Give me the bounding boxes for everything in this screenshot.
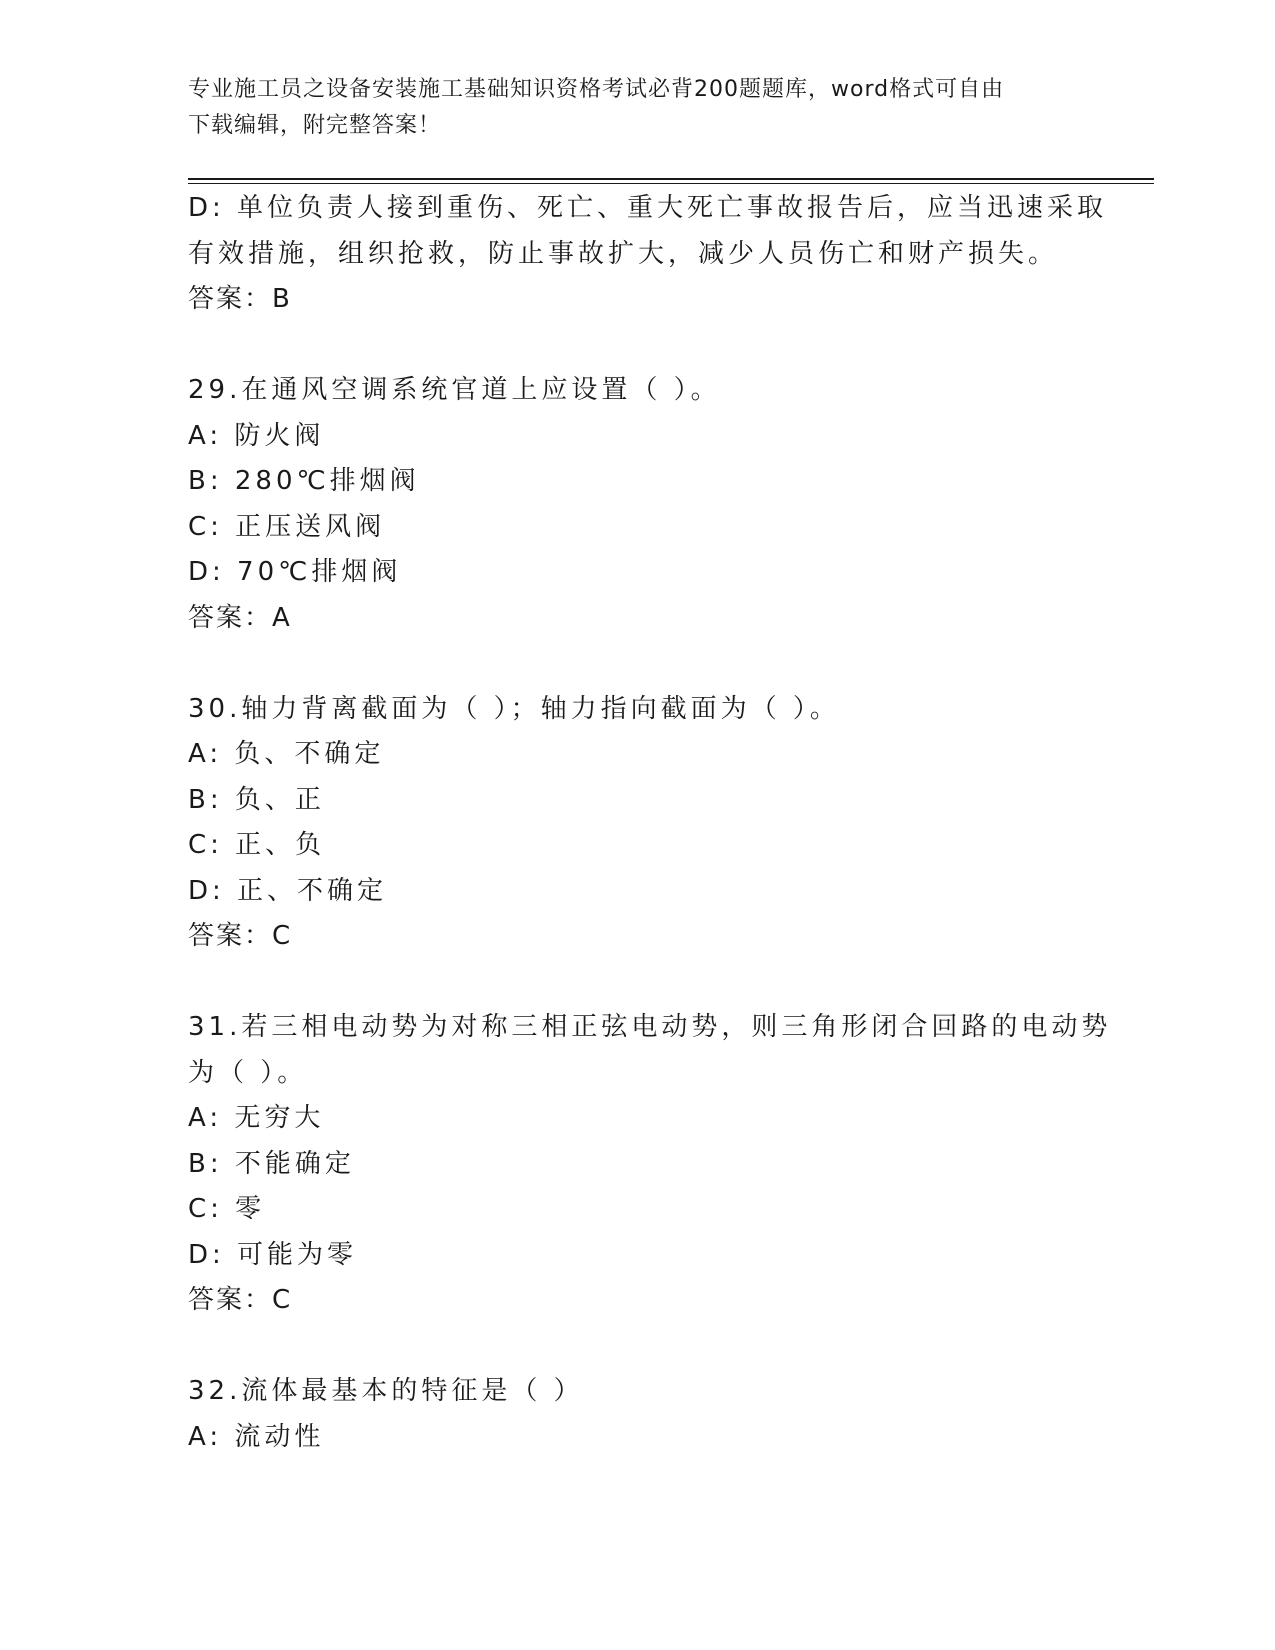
option-c: C: 正、负 <box>188 830 326 860</box>
document-header <box>188 72 1068 144</box>
prev-question-tail <box>188 186 1108 323</box>
option-b: B: 不能确定 <box>188 1148 355 1179</box>
question-stem: 30.轴力背离截面为（ ）；轴力指向截面为（ ）。 <box>188 693 840 724</box>
option-a: A: 防火阀 <box>188 420 325 451</box>
option-b: B: 280℃排烟阀 <box>188 466 420 496</box>
spacer <box>188 960 1088 1006</box>
header-line-2: 下载编辑，附完整答案！ <box>188 113 442 138</box>
question-stem-line-2: 为（ ）。 <box>188 1057 308 1088</box>
answer-line: 答案：A <box>188 602 292 633</box>
question-29 <box>188 368 1088 641</box>
question-31 <box>188 1005 1112 1324</box>
spacer <box>188 641 1088 687</box>
question-stem: 32.流体最基本的特征是（ ） <box>188 1376 584 1406</box>
option-a: A: 无穷大 <box>188 1103 325 1133</box>
option-a: A: 流动性 <box>188 1421 325 1452</box>
option-d-line-1: D: 单位负责人接到重伤、死亡、重大死亡事故报告后，应当迅速采取 <box>188 193 1108 223</box>
question-30 <box>188 687 1088 960</box>
spacer <box>188 323 1088 369</box>
question-content <box>188 186 1112 1460</box>
option-a: A: 负、不确定 <box>188 739 385 769</box>
header-divider-thin <box>188 183 1154 184</box>
answer-line: 答案：B <box>188 284 292 314</box>
answer-line: 答案：C <box>188 921 293 951</box>
question-stem-line-1: 31.若三相电动势为对称三相正弦电动势，则三角形闭合回路的电动势 <box>188 1012 1112 1042</box>
spacer <box>188 1324 1088 1370</box>
option-d-line-2: 有效措施，组织抢救，防止事故扩大，减少人员伤亡和财产损失。 <box>188 238 1059 269</box>
option-d: D: 70℃排烟阀 <box>188 557 402 587</box>
option-c: C: 零 <box>188 1194 266 1224</box>
option-d: D: 正、不确定 <box>188 875 388 906</box>
option-b: B: 负、正 <box>188 784 325 815</box>
question-32 <box>188 1369 1088 1460</box>
option-d: D: 可能为零 <box>188 1239 358 1270</box>
question-stem: 29.在通风空调系统官道上应设置（ ）。 <box>188 375 721 405</box>
option-c: C: 正压送风阀 <box>188 511 386 542</box>
header-divider-thick <box>188 178 1154 180</box>
answer-line: 答案：C <box>188 1285 293 1315</box>
header-line-1: 专业施工员之设备安装施工基础知识资格考试必背200题题库，word格式可自由 <box>188 77 1005 102</box>
